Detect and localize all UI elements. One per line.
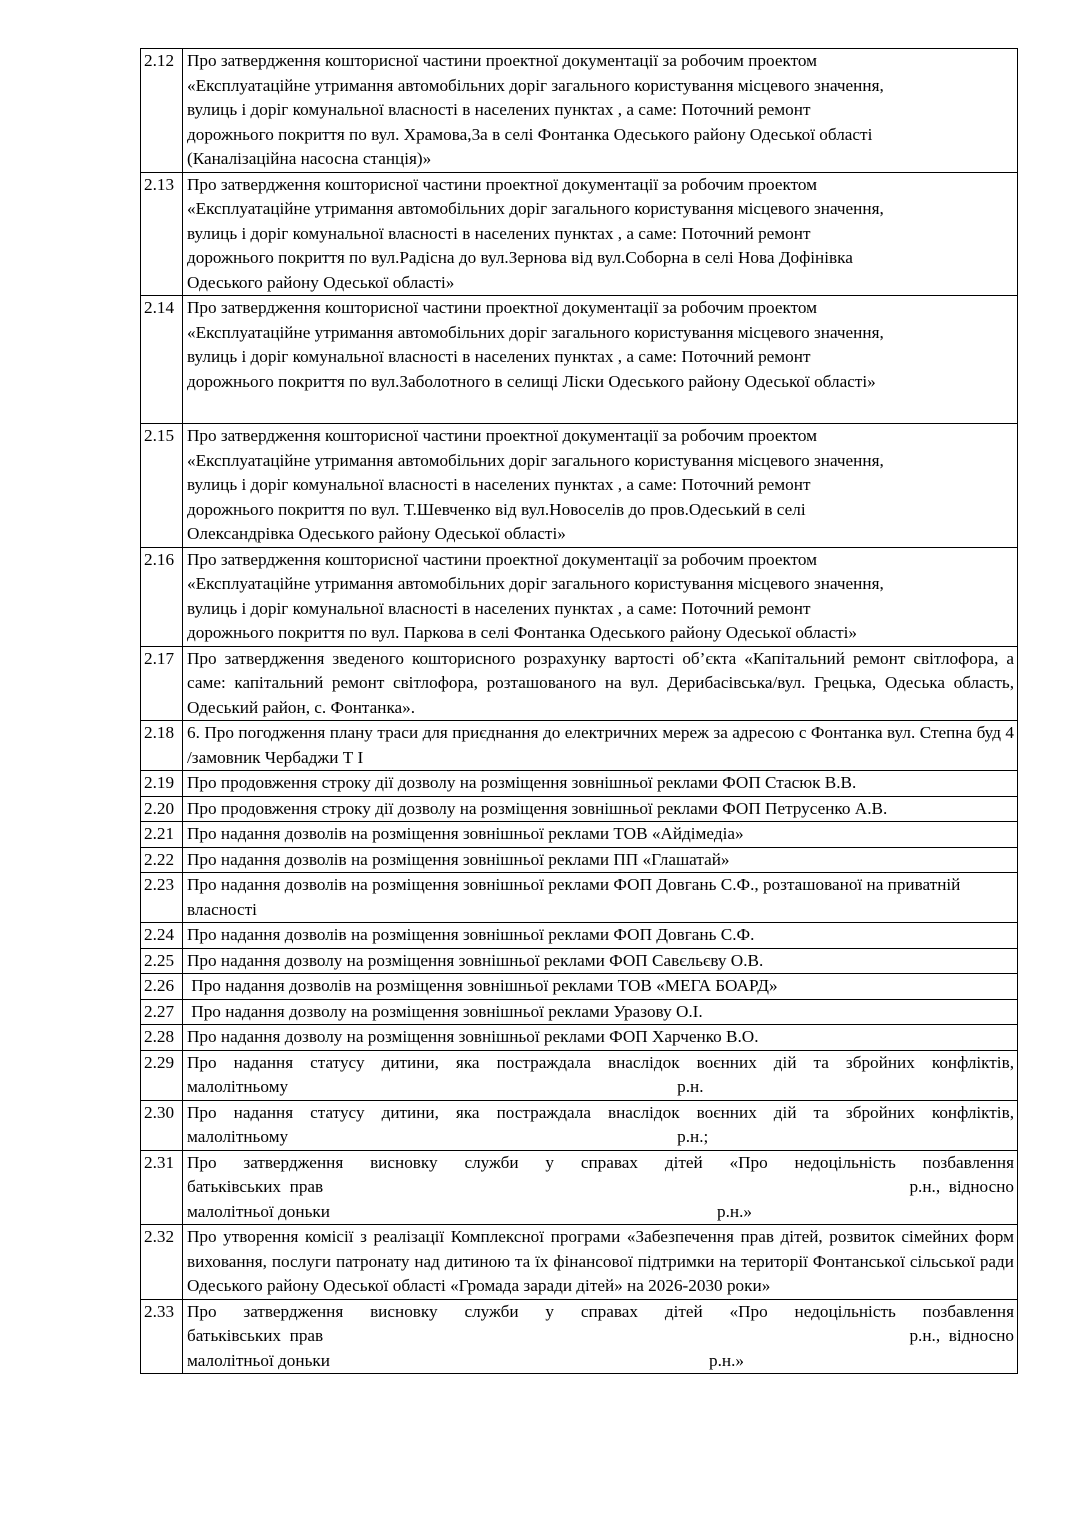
item-number: 2.27 [141, 999, 183, 1025]
table-row [141, 1299, 1018, 1374]
item-number: 2.22 [141, 847, 183, 873]
item-text: Про утворення комісії з реалізації Комплексної програми «Забезпечення прав дітей, розвиток сімейних форм виховання, послуги патронату над дитиною та їх фінансової підтримки на території Фонтанської сільської ради Одеського району Одеської області «Громада заради дітей» на 2026-2030 роки» [183, 1225, 1018, 1300]
item-text: Про надання дозволів на розміщення зовнішньої реклами ФОП Довгань С.Ф., розташованої на приватній власності [183, 873, 1018, 923]
table-row [141, 646, 1018, 721]
item-text: Про надання дозволу на розміщення зовнішньої реклами ФОП Харченко В.О. [183, 1025, 1018, 1051]
table-row [141, 1100, 1018, 1150]
item-number: 2.19 [141, 771, 183, 797]
item-number: 2.33 [141, 1299, 183, 1374]
item-text: Про затвердження кошторисної частини проектної документації за робочим проектом «Експлуатаційне утримання автомобільних доріг загального користування місцевого значення, вулиць і доріг комунальної власності в населених пунктах , а саме: Поточний ремонт дорожнього покриття по вул. Храмова,3а в селі Фонтанка Одеського району Одеської області (Каналізаційна насосна станція)» [183, 49, 1018, 173]
item-text: Про надання статусу дитини, яка постраждала внаслідок воєнних дій та збройних конфліктів, малолітньому р.н. [183, 1050, 1018, 1100]
table-row [141, 822, 1018, 848]
table-row [141, 49, 1018, 173]
item-text: Про затвердження висновку служби у справах дітей «Про недоцільність позбавлення батьківських прав р.н., відносно малолітньої доньки р.н.» [183, 1299, 1018, 1374]
item-number: 2.24 [141, 923, 183, 949]
item-number: 2.21 [141, 822, 183, 848]
item-number: 2.26 [141, 974, 183, 1000]
document-page [140, 48, 1018, 1374]
table-row [141, 873, 1018, 923]
item-number: 2.13 [141, 172, 183, 296]
table-row [141, 847, 1018, 873]
table-row [141, 172, 1018, 296]
item-number: 2.12 [141, 49, 183, 173]
item-text: Про надання дозволу на розміщення зовнішньої реклами Уразову О.І. [183, 999, 1018, 1025]
item-number: 2.16 [141, 547, 183, 646]
item-number: 2.14 [141, 296, 183, 424]
table-row [141, 1050, 1018, 1100]
item-number: 2.17 [141, 646, 183, 721]
item-number: 2.20 [141, 796, 183, 822]
table-row [141, 948, 1018, 974]
item-text: 6. Про погодження плану траси для приєднання до електричних мереж за адресою с Фонтанка вул. Степна буд 4 /замовник Чербаджи Т І [183, 721, 1018, 771]
item-text: Про затвердження кошторисної частини проектної документації за робочим проектом «Експлуатаційне утримання автомобільних доріг загального користування місцевого значення, вулиць і доріг комунальної власності в населених пунктах , а саме: Поточний ремонт дорожнього покриття по вул. Т.Шевченко від вул.Новоселів до пров.Одеський в селі Олександрівка Одеського району Одеської області» [183, 424, 1018, 548]
item-text: Про затвердження кошторисної частини проектної документації за робочим проектом «Експлуатаційне утримання автомобільних доріг загального користування місцевого значення, вулиць і доріг комунальної власності в населених пунктах , а саме: Поточний ремонт дорожнього покриття по вул. Паркова в селі Фонтанка Одеського району Одеської області» [183, 547, 1018, 646]
table-row [141, 1225, 1018, 1300]
item-text: Про продовження строку дії дозволу на розміщення зовнішньої реклами ФОП Стасюк В.В. [183, 771, 1018, 797]
item-number: 2.28 [141, 1025, 183, 1051]
item-text: Про затвердження кошторисної частини проектної документації за робочим проектом «Експлуатаційне утримання автомобільних доріг загального користування місцевого значення, вулиць і доріг комунальної власності в населених пунктах , а саме: Поточний ремонт дорожнього покриття по вул.Заболотного в селищі Ліски Одеського району Одеської області» [183, 296, 1018, 424]
item-text: Про затвердження зведеного кошторисного розрахунку вартості об’єкта «Капітальний ремонт світлофора, а саме: капітальний ремонт світлофора, розташованого на вул. Дерибасівська/вул. Грецька, Одеська область, Одеський район, с. Фонтанка». [183, 646, 1018, 721]
table-row [141, 999, 1018, 1025]
table-row [141, 974, 1018, 1000]
table-row [141, 547, 1018, 646]
item-text: Про надання дозволів на розміщення зовнішньої реклами ТОВ «МЕГА БОАРД» [183, 974, 1018, 1000]
item-number: 2.31 [141, 1150, 183, 1225]
item-text: Про надання дозволу на розміщення зовнішньої реклами ФОП Савєльєву О.В. [183, 948, 1018, 974]
item-number: 2.30 [141, 1100, 183, 1150]
item-text: Про надання статусу дитини, яка постраждала внаслідок воєнних дій та збройних конфліктів, малолітньому р.н.; [183, 1100, 1018, 1150]
table-row [141, 424, 1018, 548]
item-number: 2.29 [141, 1050, 183, 1100]
table-row [141, 1025, 1018, 1051]
item-text: Про надання дозволів на розміщення зовнішньої реклами ТОВ «Айдімедіа» [183, 822, 1018, 848]
item-number: 2.18 [141, 721, 183, 771]
item-text: Про продовження строку дії дозволу на розміщення зовнішньої реклами ФОП Петрусенко А.В. [183, 796, 1018, 822]
item-number: 2.32 [141, 1225, 183, 1300]
table-row [141, 923, 1018, 949]
table-row [141, 721, 1018, 771]
table-row [141, 796, 1018, 822]
table-row [141, 1150, 1018, 1225]
item-text: Про надання дозволів на розміщення зовнішньої реклами ПП «Глашатай» [183, 847, 1018, 873]
agenda-table [140, 48, 1018, 1374]
item-text: Про затвердження висновку служби у справах дітей «Про недоцільність позбавлення батьківських прав р.н., відносно малолітньої доньки р.н.» [183, 1150, 1018, 1225]
item-text: Про надання дозволів на розміщення зовнішньої реклами ФОП Довгань С.Ф. [183, 923, 1018, 949]
item-number: 2.25 [141, 948, 183, 974]
item-number: 2.23 [141, 873, 183, 923]
table-row [141, 296, 1018, 424]
table-row [141, 771, 1018, 797]
item-number: 2.15 [141, 424, 183, 548]
item-text: Про затвердження кошторисної частини проектної документації за робочим проектом «Експлуатаційне утримання автомобільних доріг загального користування місцевого значення, вулиць і доріг комунальної власності в населених пунктах , а саме: Поточний ремонт дорожнього покриття по вул.Радісна до вул.Зернова від вул.Соборна в селі Нова Дофінівка Одеського району Одеської області» [183, 172, 1018, 296]
